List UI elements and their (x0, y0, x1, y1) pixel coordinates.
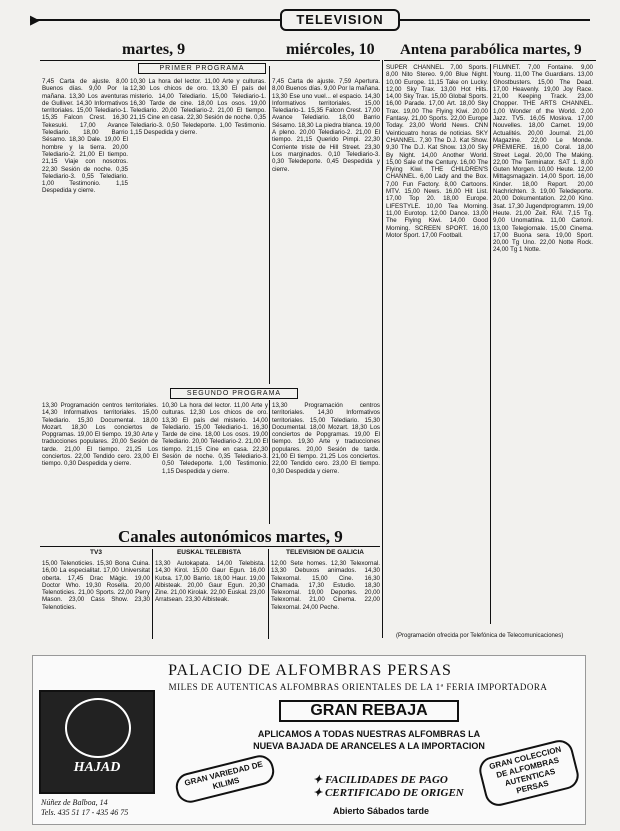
label-tvg: TELEVISION DE GALICIA (285, 549, 364, 556)
ad-subtitle: MILES DE AUTENTICAS ALFOMBRAS ORIENTALES DE LA 1ª FERIA IMPORTADORA (168, 682, 548, 692)
address-line: Núñez de Balboa, 14 (41, 798, 108, 807)
antena-col-1: SUPER CHANNEL. 7,00 Sports. 8,00 Nito Stereo. 9,00 Blue Night. 10,00 Europe. 11,15 Take on Lucky. 12,00 Sky Trax. 13,00 Hot Hits. 14,00 Sky Trax. 15,00 Global Sports. 16,00 Parade. 17,00 Art. 18,00 Sky Trax. 19,00 The Flying Kiwi. 20,00 Fantasy. 21,00 Sports. 22,00 Europe Today. 23,00 World News. CNN Veinticuatro horas de noticias. SKY CHANNEL. 7,30 The D.J. Kat Show. 9,30 The D.J. Kat Show. 13,00 Sky By Night. 14,00 Another World. 15,00 Sale of the Century. 16,00 The Flying Kiwi. THE CHILDREN'S CHANNEL. 6,00 Lady and the Box. 7,00 Fun Factory. 8,00 Cartoons. MTV. 15,00 News. 16,00 Hit List. 17,00 Top 20. 18,00 Europe. LIFESTYLE. 10,00 Tea Morning. 11,00 Eurotop. 12,00 Dance. 13,00 The Flying Kiwi. 14,00 Good Morning. SCREEN SPORT. 16,00 Motor Sport. 17,00 Football. (386, 64, 488, 239)
label-primer-programa: PRIMER PROGRAMA (138, 63, 266, 74)
footnote: (Programación ofrecida por Telefónica de Telecomunicaciones) (396, 633, 564, 639)
arrow-icon: ▶ (30, 12, 40, 27)
divider-3 (152, 549, 153, 639)
brand-name: HAJAD (73, 760, 121, 775)
miercoles-segundo-col: 13,30 Programación centros territoriales. 14,30 Informativos territoriales. 15,00 Telediario. 15,30 Documental. 18,00 Mozart. 18,30 Los conciertos de Popgramas. 19,00 El tiempo. 19,30 Arte y traducciones populares. 20,00 Sesión de tarde. 21,00 El tiempo. 21,25 Los conciertos. 22,00 Tendido cero. 23,00 El tiempo. 0,30 Despedida y cierre. (272, 402, 380, 475)
divider-2 (269, 400, 270, 524)
miercoles-primer-col: 7,45 Carta de ajuste. 7,59 Apertura. 8,00 Buenos días. 9,00 Por la mañana. 13,30 Ese uno vuel... el espacio. 14,30 Informativos territoriales. 15,00 Telediario-1. 15,35 Falcon Crest. 17,00 Avance Telediario. 18,00 Barrio Sésamo. 18,30 La piedra blanca. 19,00 A pleno. 20,00 Telediario-2. 21,00 El tiempo. 21,15 Querido Pimpi. 22,30 Corriente triste de Hill Street. 23,30 Los marginados. 0,10 Telediario-3. 0,30 Teledeporte. 0,45 Despedida y cierre. (272, 78, 380, 173)
lion-icon (65, 698, 131, 758)
rule-left (40, 60, 380, 61)
store-address (41, 798, 128, 818)
rule-right (384, 60, 596, 61)
feature-pago: ✦ FACILIDADES DE PAGO (313, 774, 448, 786)
tvg-col: 12,00 Sete homes. 12,30 Telexornal. 13,30 Debuxos animados. 14,30 Telexornal. 15,00 Cine. 16,30 Chamada. 17,30 Estudio. 18,30 Telexornal. 19,00 Deportes. 20,00 Telexornal. 21,00 Cinema. 22,00 Telexornal. 24,00 Peche. (271, 560, 380, 611)
feature-origen: ✦ CERTIFICADO DE ORIGEN (313, 787, 464, 799)
header-miercoles: miércoles, 10 (286, 41, 375, 58)
gran-rebaja: GRAN REBAJA (279, 700, 459, 722)
tagline-2: NUEVA BAJADA DE ARANCELES A LA IMPORTACION (253, 741, 485, 751)
hajad-logo (39, 690, 155, 794)
label-tv3: TV3 (90, 549, 102, 556)
kilims-stamp: GRAN VARIEDAD DE KILIMS (173, 752, 277, 805)
ad-title: PALACIO DE ALFOMBRAS PERSAS (168, 662, 452, 679)
label-etb: EUSKAL TELEBISTA (176, 549, 242, 556)
persas-stamp: GRAN COLECCION DE ALFOMBRAS AUTENTICAS PERSAS (476, 737, 581, 809)
opening-hours: Abierto Sábados tarde (333, 806, 430, 816)
top-bar (30, 8, 590, 32)
rule-canales (40, 546, 380, 547)
label-segundo-programa: SEGUNDO PROGRAMA (170, 388, 298, 399)
martes-segundo-col2: 10,30 La hora del lector. 11,00 Arte y culturas. 12,30 Los chicos de oro. 13,30 El país del misterio. 14,00 Telediario. 15,00 Telediario-1. 16,30 Tarde de cine. 18,00 Los osos. 19,00 Telediario. 20,00 Telediario-2. 21,00 El tiempo. 21,15 Cine en casa. 22,30 Sesión de noche. 0,35 Telediario-3. 0,50 Teledeporte. 1,00 Testimonio. 1,15 Despedida y cierre. (162, 402, 268, 475)
divider-4 (268, 549, 269, 639)
martes-primer-col: 7,45 Carta de ajuste. 8,00 Buenos días. 9,00 Por la mañana. 13,30 Los aventuras de Gulliver. 14,30 Informativos territoriales. 15,00 Telediario-1. 15,35 Falcon Crest. 16,30 Tekesuki. 17,00 Avance Telediario. 18,00 Barrio Sésamo. 18,30 Dale. 19,00 El hombre y la tierra. 20,00 Telediario-2. 21,00 El tiempo. 21,15 Viaje con nosotros. 22,30 Sesión de noche. 0,35 Telediario-3. 0,55 Telediario. 1,00 Testimonio. 1,15 Despedida y cierre. (42, 78, 128, 195)
phone-line: Tels. 435 51 17 - 435 46 75 (41, 808, 129, 817)
ad-features (313, 774, 464, 800)
martes-segundo-col: 13,30 Programación centros territoriales. 14,30 Informativos territoriales. 15,00 Telediario. 15,30 Documental. 18,00 Mozart. 18,30 Los conciertos de Popgramas. 19,00 El tiempo. 19,30 Arte y traducciones populares. 20,00 Sesión de tarde. 21,00 El tiempo. 21,25 Los conciertos. 22,00 Tendido cero. 23,00 El tiempo. 0,30 Despedida y cierre. (42, 402, 158, 468)
ad-tagline (169, 728, 569, 752)
header-antena: Antena parabólica martes, 9 (400, 42, 582, 58)
tagline-1: APLICAMOS A TODAS NUESTRAS ALFOMBRAS LA (257, 729, 481, 739)
etb-col: 13,30 Autokapata. 14,00 Telebista. 14,30 Kirol. 15,00 Gaur Egun. 16,00 Kutxa. 17,00 Barrio. 18,00 Haur. 19,00 Albisteak. 20,00 Gaur Egun. 20,30 Zine. 21,00 Kirolak. 22,00 Euskal. 23,00 Arratsean. 23,30 Albisteak. (155, 560, 265, 604)
divider-antena (382, 60, 383, 638)
antena-col-2: FILMNET. 7,00 Fontaine. 9,00 Young. 11,00 The Guardians. 13,00 Ghostbusters. 15,00 The Dead. 17,00 Heavenly. 19,00 Joy Race. 21,00 Keeping Track. 23,00 Chopper. THE ARTS CHANNEL. 1,00 Wonder of the World. 2,00 Jazz. TV5. 16,05 Moskva. 17,00 Nouvelles. 18,00 Carnet. 19,00 Actualités. 20,00 Journal. 21,00 Magazine. 22,00 Le Monde. PREMIERE. 16,00 Coral. 18,00 Street Legal. 20,00 The Making. 22,00 The Terminator. SAT 1. 8,00 Guten Morgen. 10,00 Heute. 12,00 Mittagsmagazin. 14,00 Sport. 16,00 Kinder. 18,00 Report. 20,00 Nachrichten. 3. 19,00 Teledeporte. 20,00 Dokumentation. 22,00 Kino. 3sat. 17,30 Jugendprogramm. 19,00 Heute. 21,00 Zeit. RAI. 7,15 Tg. 9,00 Unomattina. 11,00 Cartoni. 13,00 Telegiornale. 15,00 Cinema. 17,00 Buona sera. 19,00 Sport. 20,00 Tg Uno. 22,00 Notte Rock. 24,00 Tg 1 Notte. (493, 64, 593, 254)
divider-antena-inner (490, 64, 491, 624)
martes-primer-col2: 10,30 La hora del lector. 11,00 Arte y culturas. 12,30 Los chicos de oro. 13,30 El país del misterio. 14,00 Telediario. 15,00 Telediario-1. 16,30 Tarde de cine. 18,00 Los osos. 19,00 Telediario. 20,00 Telediario-2. 21,00 El tiempo. 21,15 Cine en casa. 22,30 Sesión de noche. 0,35 Telediario-3. 0,50 Teledeporte. 1,00 Testimonio. 1,15 Despedida y cierre. (130, 78, 266, 137)
tv3-col: 15,00 Telenoticies. 15,30 Bona Cuina. 16,00 La especialitat. 17,00 Universitat oberta. 17,45 Drac Màgic. 19,00 Doctor Who. 19,30 Rosella. 20,00 Telenoticies. 21,00 Sports. 22,00 Perry Mason. 23,00 Cass Show. 23,30 Telenoticies. (42, 560, 150, 611)
advertisement (32, 655, 586, 825)
divider-1 (269, 66, 270, 384)
header-canales: Canales autonómicos martes, 9 (118, 527, 343, 546)
section-title: TELEVISION (280, 9, 400, 31)
header-martes: martes, 9 (122, 41, 186, 58)
